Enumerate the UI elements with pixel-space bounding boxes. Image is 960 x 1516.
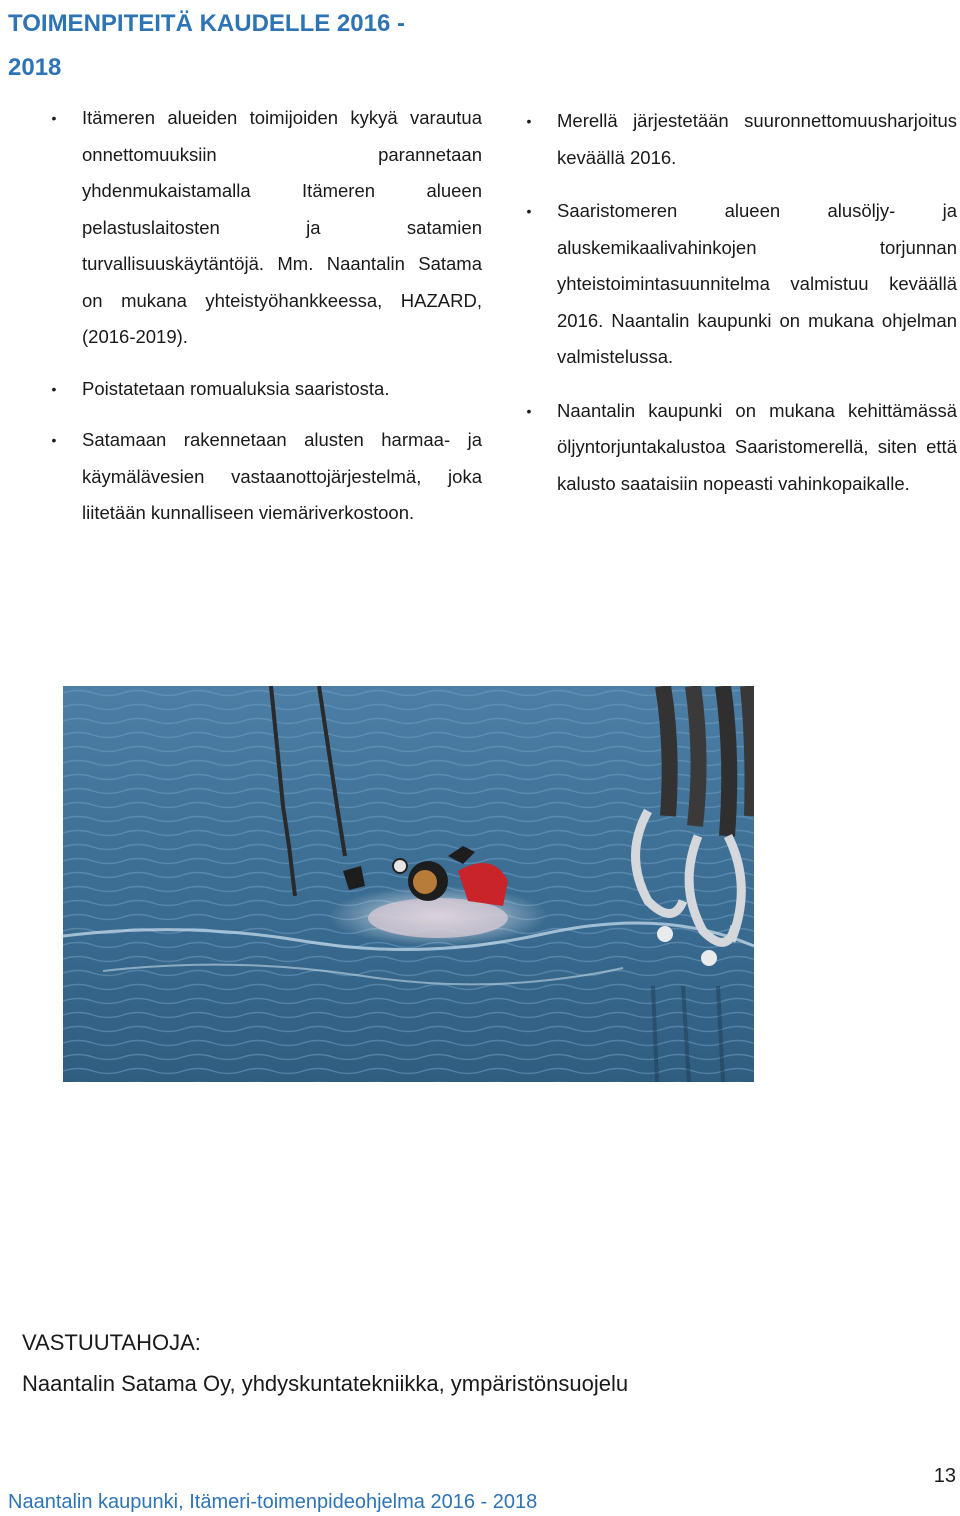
list-item [51, 100, 482, 356]
list-item [51, 371, 482, 408]
list-item [526, 393, 957, 503]
shackle-pin [657, 926, 673, 942]
bullet-icon: • [526, 113, 532, 129]
list-item-text: Satamaan rakennetaan alusten harmaa- ja käymälävesien vastaanottojärjestelmä, joka liitetään kunnalliseen viemäriverkostoon. [82, 429, 482, 523]
list-item-text: Saaristomeren alueen alusöljy- ja aluskemikaalivahinkojen torjunnan yhteistoimintasuunnitelma valmistuu keväällä 2016. Naantalin kaupunki on mukana ohjelman valmistelussa. [557, 200, 957, 367]
helmet-light [393, 859, 407, 873]
list-item [526, 103, 957, 176]
right-bullet-list [526, 103, 957, 519]
page-heading [8, 2, 468, 90]
diver-submerged-body [368, 898, 508, 938]
page-heading-line-2: 2018 [8, 54, 62, 81]
bullet-icon: • [526, 203, 532, 219]
list-item-text: Poistatetaan romualuksia saaristosta. [82, 377, 390, 399]
list-item-text: Naantalin kaupunki on mukana kehittämässä öljyntorjuntakalustoa Saaristomerellä, siten että kalusto saataisiin nopeasti vahinkopaikalle. [557, 399, 957, 494]
responsibility-label: VASTUUTAHOJA: [22, 1330, 201, 1355]
list-item [51, 422, 482, 532]
diver-photo-illustration [63, 686, 754, 1082]
bullet-icon: • [51, 380, 57, 397]
helmet-visor [413, 870, 437, 894]
list-item-text: Itämeren alueiden toimijoiden kykyä varautua onnettomuuksiin parannetaan yhdenmukaistamalla Itämeren alueen pelastuslaitosten ja satamien turvallisuuskäytäntöjä. Mm. Naantalin Satama on mukana yhteistyöhankkeessa, HAZARD, (2016-2019). [82, 107, 482, 347]
shackle-pin [701, 950, 717, 966]
left-bullet-list [51, 100, 482, 547]
bullet-icon: • [51, 432, 57, 448]
bullet-icon: • [51, 110, 57, 126]
list-item [526, 193, 957, 376]
bullet-icon: • [526, 402, 532, 419]
page-footer: Naantalin kaupunki, Itämeri-toimenpideohjelma 2016 - 2018 [8, 1491, 538, 1513]
page-number: 13 [933, 1465, 956, 1487]
page-heading-line-1: TOIMENPITEITÄ KAUDELLE 2016 - [8, 10, 405, 37]
diver-photo [63, 686, 754, 1082]
list-item-text: Merellä järjestetään suuronnettomuusharjoitus keväällä 2016. [557, 110, 957, 168]
responsibility-value: Naantalin Satama Oy, yhdyskuntatekniikka, ympäristönsuojelu [22, 1371, 629, 1396]
